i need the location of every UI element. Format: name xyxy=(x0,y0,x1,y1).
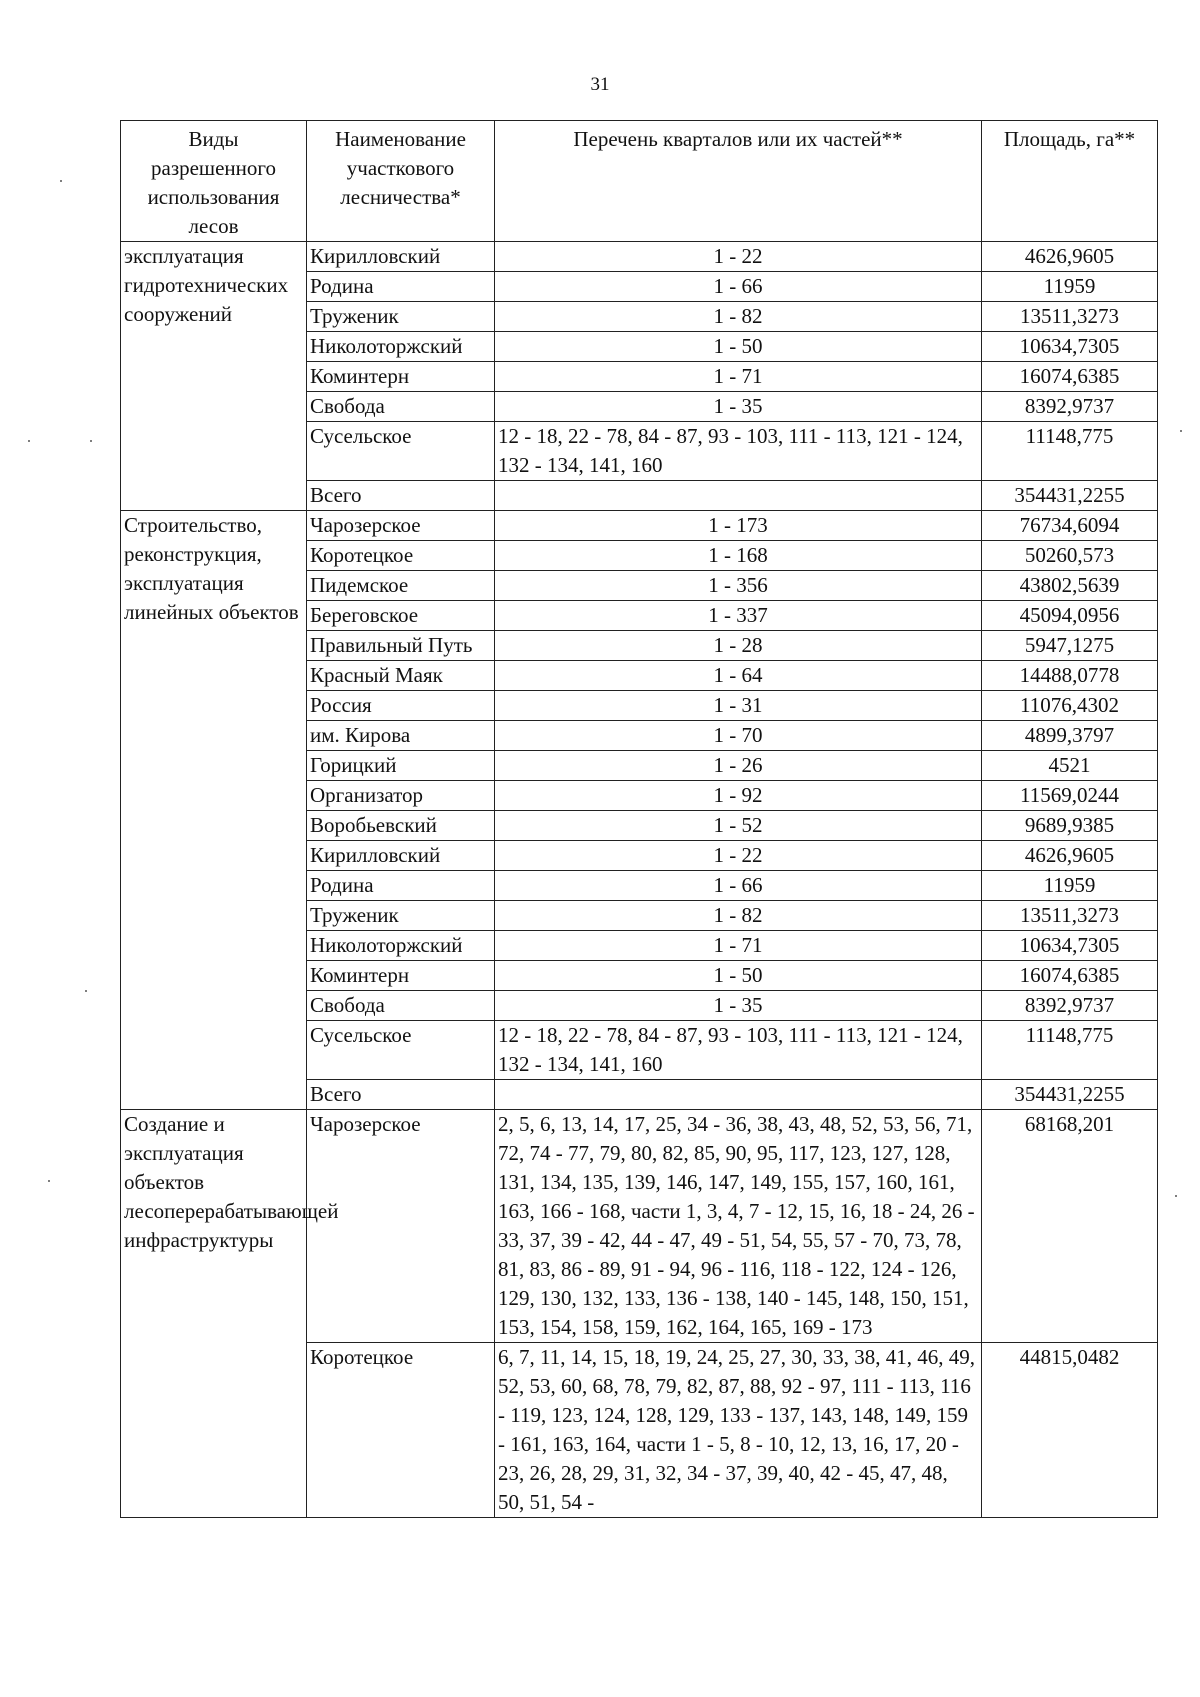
quarters-cell: 1 - 70 xyxy=(495,721,982,751)
forestry-name-cell: Кирилловский xyxy=(307,242,495,272)
quarters-cell: 1 - 35 xyxy=(495,392,982,422)
quarters-cell: 1 - 66 xyxy=(495,272,982,302)
quarters-cell: 1 - 356 xyxy=(495,571,982,601)
area-cell: 11959 xyxy=(982,272,1158,302)
total-label-cell: Всего xyxy=(307,1080,495,1110)
quarters-cell: 1 - 92 xyxy=(495,781,982,811)
quarters-cell: 1 - 173 xyxy=(495,511,982,541)
quarters-cell: 1 - 31 xyxy=(495,691,982,721)
area-cell: 4521 xyxy=(982,751,1158,781)
area-cell: 68168,201 xyxy=(982,1110,1158,1343)
forestry-name-cell: Сусельское xyxy=(307,1021,495,1080)
empty-cell xyxy=(495,1080,982,1110)
quarters-cell: 1 - 71 xyxy=(495,931,982,961)
page-number: 31 xyxy=(590,74,610,95)
forestry-name-cell: Свобода xyxy=(307,991,495,1021)
area-cell: 16074,6385 xyxy=(982,961,1158,991)
forestry-name-cell: Коротецкое xyxy=(307,541,495,571)
area-cell: 4626,9605 xyxy=(982,841,1158,871)
forestry-name-cell: Пидемское xyxy=(307,571,495,601)
forestry-name-cell: Чарозерское xyxy=(307,1110,495,1343)
table-row xyxy=(121,1110,1158,1343)
scan-speck xyxy=(60,180,62,182)
forestry-name-cell: Чарозерское xyxy=(307,511,495,541)
quarters-cell: 1 - 35 xyxy=(495,991,982,1021)
forestry-name-cell: Кирилловский xyxy=(307,841,495,871)
quarters-cell: 1 - 26 xyxy=(495,751,982,781)
quarters-cell: 1 - 64 xyxy=(495,661,982,691)
area-cell: 8392,9737 xyxy=(982,392,1158,422)
total-area-cell: 354431,2255 xyxy=(982,481,1158,511)
forestry-name-cell: Правильный Путь xyxy=(307,631,495,661)
quarters-cell: 2, 5, 6, 13, 14, 17, 25, 34 - 36, 38, 43, 48, 52, 53, 56, 71, 72, 74 - 77, 79, 80, 82, 85, 90, 95, 117, 123, 127, 128, 131, 134, 135, 139, 146, 147, 149, 155, 157, 160, 161, 163, 166 - 168, части 1, 3, 4, 7 - 12, 15, 16, 18 - 24, 26 - 33, 37, 39 - 42, 44 - 47, 49 - 51, 54, 55, 57 - 70, 73, 78, 81, 83, 86 - 89, 91 - 94, 96 - 116, 118 - 122, 124 - 126, 129, 130, 132, 133, 136 - 138, 140 - 145, 148, 150, 151, 153, 154, 158, 159, 162, 164, 165, 169 - 173 xyxy=(495,1110,982,1343)
forestry-name-cell: Организатор xyxy=(307,781,495,811)
scan-speck xyxy=(1180,430,1182,432)
area-cell: 76734,6094 xyxy=(982,511,1158,541)
area-cell: 13511,3273 xyxy=(982,302,1158,332)
quarters-cell: 1 - 82 xyxy=(495,901,982,931)
total-label-cell: Всего xyxy=(307,481,495,511)
forest-use-table xyxy=(120,120,1158,1518)
forestry-name-cell: Коротецкое xyxy=(307,1343,495,1518)
area-cell: 44815,0482 xyxy=(982,1343,1158,1518)
quarters-cell: 1 - 168 xyxy=(495,541,982,571)
area-cell: 50260,573 xyxy=(982,541,1158,571)
table-body xyxy=(121,242,1158,1518)
area-cell: 11959 xyxy=(982,871,1158,901)
quarters-cell: 1 - 50 xyxy=(495,961,982,991)
forestry-name-cell: Воробьевский xyxy=(307,811,495,841)
table-row xyxy=(121,242,1158,272)
table-row xyxy=(121,511,1158,541)
table-header-row xyxy=(121,121,1158,242)
forestry-name-cell: Труженик xyxy=(307,901,495,931)
scan-speck xyxy=(85,990,87,992)
total-area-cell: 354431,2255 xyxy=(982,1080,1158,1110)
area-cell: 8392,9737 xyxy=(982,991,1158,1021)
quarters-cell: 1 - 50 xyxy=(495,332,982,362)
quarters-cell: 12 - 18, 22 - 78, 84 - 87, 93 - 103, 111 - 113, 121 - 124, 132 - 134, 141, 160 xyxy=(495,422,982,481)
use-type-cell: эксплуатация гидротехнических сооружений xyxy=(121,242,307,511)
forestry-name-cell: Николоторжский xyxy=(307,332,495,362)
header-use-type: Виды разрешенного использования лесов xyxy=(121,121,307,242)
forestry-name-cell: Свобода xyxy=(307,392,495,422)
scan-speck xyxy=(1175,1195,1177,1197)
forestry-name-cell: Коминтерн xyxy=(307,362,495,392)
area-cell: 4899,3797 xyxy=(982,721,1158,751)
header-forestry-name: Наименование участкового лесничества* xyxy=(307,121,495,242)
scan-speck xyxy=(48,1180,50,1182)
area-cell: 11148,775 xyxy=(982,422,1158,481)
quarters-cell: 1 - 337 xyxy=(495,601,982,631)
area-cell: 13511,3273 xyxy=(982,901,1158,931)
area-cell: 11569,0244 xyxy=(982,781,1158,811)
forestry-name-cell: Красный Маяк xyxy=(307,661,495,691)
forestry-name-cell: Береговское xyxy=(307,601,495,631)
area-cell: 9689,9385 xyxy=(982,811,1158,841)
area-cell: 5947,1275 xyxy=(982,631,1158,661)
scan-speck xyxy=(90,440,92,442)
area-cell: 10634,7305 xyxy=(982,332,1158,362)
quarters-cell: 1 - 22 xyxy=(495,841,982,871)
quarters-cell: 1 - 52 xyxy=(495,811,982,841)
forestry-name-cell: Труженик xyxy=(307,302,495,332)
forestry-name-cell: Россия xyxy=(307,691,495,721)
forestry-name-cell: Сусельское xyxy=(307,422,495,481)
area-cell: 11148,775 xyxy=(982,1021,1158,1080)
forestry-name-cell: Коминтерн xyxy=(307,961,495,991)
header-area: Площадь, га** xyxy=(982,121,1158,242)
area-cell: 4626,9605 xyxy=(982,242,1158,272)
scan-speck xyxy=(28,440,30,442)
quarters-cell: 6, 7, 11, 14, 15, 18, 19, 24, 25, 27, 30, 33, 38, 41, 46, 49, 52, 53, 60, 68, 78, 79, 82, 87, 88, 92 - 97, 111 - 113, 116 - 119, 123, 124, 128, 129, 133 - 137, 143, 148, 149, 159 - 161, 163, 164, части 1 - 5, 8 - 10, 12, 13, 16, 17, 20 - 23, 26, 28, 29, 31, 32, 34 - 37, 39, 40, 42 - 45, 47, 48, 50, 51, 54 - xyxy=(495,1343,982,1518)
area-cell: 10634,7305 xyxy=(982,931,1158,961)
quarters-cell: 1 - 22 xyxy=(495,242,982,272)
area-cell: 14488,0778 xyxy=(982,661,1158,691)
area-cell: 45094,0956 xyxy=(982,601,1158,631)
quarters-cell: 1 - 66 xyxy=(495,871,982,901)
forestry-name-cell: Родина xyxy=(307,272,495,302)
header-quarters: Перечень кварталов или их частей** xyxy=(495,121,982,242)
use-type-cell: Создание и эксплуатация объектов лесоперерабатывающей инфраструктуры xyxy=(121,1110,307,1518)
area-cell: 11076,4302 xyxy=(982,691,1158,721)
forestry-name-cell: Родина xyxy=(307,871,495,901)
use-type-cell: Строительство, реконструкция, эксплуатация линейных объектов xyxy=(121,511,307,1110)
forestry-name-cell: им. Кирова xyxy=(307,721,495,751)
quarters-cell: 1 - 28 xyxy=(495,631,982,661)
area-cell: 43802,5639 xyxy=(982,571,1158,601)
empty-cell xyxy=(495,481,982,511)
forestry-name-cell: Николоторжский xyxy=(307,931,495,961)
forestry-name-cell: Горицкий xyxy=(307,751,495,781)
quarters-cell: 1 - 71 xyxy=(495,362,982,392)
quarters-cell: 12 - 18, 22 - 78, 84 - 87, 93 - 103, 111 - 113, 121 - 124, 132 - 134, 141, 160 xyxy=(495,1021,982,1080)
quarters-cell: 1 - 82 xyxy=(495,302,982,332)
area-cell: 16074,6385 xyxy=(982,362,1158,392)
